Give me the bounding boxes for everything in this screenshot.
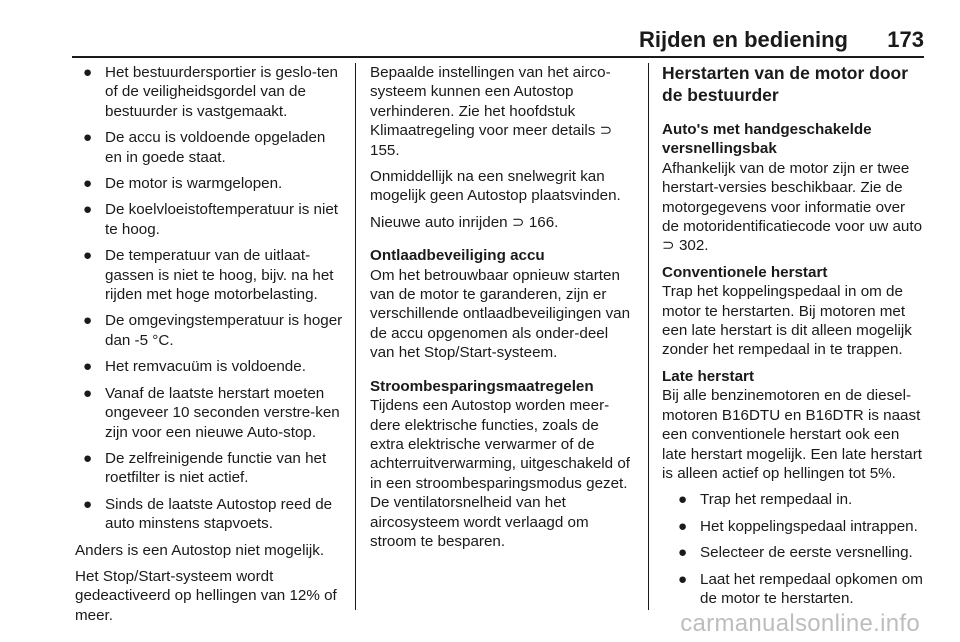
conditions-list bbox=[75, 63, 343, 534]
page-reference-link[interactable]: 166. bbox=[528, 213, 559, 231]
bullet-icon: ● bbox=[83, 449, 93, 467]
subheading: Conventionele herstart bbox=[662, 263, 828, 281]
body-paragraph: Anders is een Autostop niet mogelijk. bbox=[75, 541, 325, 559]
list-item: ● De accu is voldoende opgeladen en in goede staat. bbox=[83, 129, 326, 166]
bullet-icon: ● bbox=[83, 358, 93, 376]
bullet-icon: ● bbox=[83, 312, 93, 330]
column-2 bbox=[370, 63, 636, 558]
list-item: ● De koelvloeistoftemperatuur is niet te hoog. bbox=[83, 201, 338, 238]
reference-arrow-icon: ⊃ bbox=[599, 122, 613, 140]
body-paragraph: Trap het koppelingspedaal in om de motor te herstarten. Bij motoren met een late herstart is dit alleen mogelijk zonder het rempedaal in te trappen. bbox=[662, 283, 912, 359]
column-3 bbox=[662, 63, 926, 615]
section-title: Rijden en bediening bbox=[638, 27, 848, 52]
body-paragraph: Het Stop/Start-systeem wordt gedeactiveerd op hellingen van 12% of meer. bbox=[75, 567, 337, 624]
column-divider bbox=[355, 63, 356, 610]
list-item: ● Het bestuurdersportier is geslo-ten of de veiligheidsgordel van de bestuurder is vastgemaakt. bbox=[83, 64, 338, 120]
bullet-icon: ● bbox=[678, 517, 688, 535]
list-item: ● Trap het rempedaal in. bbox=[678, 491, 853, 509]
list-item: ● Het koppelingspedaal intrappen. bbox=[678, 517, 918, 535]
list-item: ● De motor is warmgelopen. bbox=[83, 175, 283, 193]
subheading: Late herstart bbox=[662, 367, 755, 385]
bullet-icon: ● bbox=[678, 491, 688, 509]
list-item: ● Vanaf de laatste herstart moeten ongeveer 10 seconden verstre-ken zijn voor een nieuwe Auto-stop. bbox=[83, 384, 340, 441]
body-paragraph: Om het betrouwbaar opnieuw starten van de motor te garanderen, zijn er verschillende ontlaadbeveiligingen van de accu opgenomen als onder-deel van het Stop/Start-systeem. bbox=[370, 266, 631, 362]
watermark: carmanualsonline.info bbox=[680, 610, 920, 637]
page-number: 173 bbox=[887, 27, 924, 52]
list-item: ● De omgevingstemperatuur is hoger dan -5 °C. bbox=[83, 312, 343, 349]
bullet-icon: ● bbox=[83, 129, 93, 147]
body-paragraph: Tijdens een Autostop worden meer-dere elektrische functies, zoals de extra elektrische verwarmer of de achterruitverwarming, uitgeschakeld of in een stroombesparingsmodus gezet. De ventilatorsnelheid van het aircosysteem wordt verlaagd om stroom te besparen. bbox=[370, 397, 630, 550]
body-paragraph: Afhankelijk van de motor zijn er twee herstart-versies beschikbaar. Zie de motorgegevens voor informatie over de motoridentificatiecode voor uw auto ⊃ 302. bbox=[662, 159, 923, 255]
body-paragraph: Onmiddellijk na een snelwegrit kan mogelijk geen Autostop plaatsvinden. bbox=[370, 168, 621, 205]
list-item: ● De temperatuur van de uitlaat-gassen is niet te hoog, bijv. na het rijden met hoge motorbelasting. bbox=[83, 247, 334, 304]
bullet-icon: ● bbox=[83, 384, 93, 402]
bullet-icon: ● bbox=[83, 247, 93, 265]
reference-arrow-icon: ⊃ bbox=[511, 213, 525, 231]
reference-arrow-icon: ⊃ bbox=[662, 237, 675, 255]
subheading: Stroombesparingsmaatregelen bbox=[370, 377, 594, 395]
body-paragraph: Bepaalde instellingen van het airco-systeem kunnen een Autostop verhinderen. Zie het hoofdstuk Klimaatregeling voor meer details ⊃ 155. bbox=[370, 64, 613, 159]
steps-list bbox=[670, 490, 926, 608]
column-divider bbox=[648, 63, 649, 610]
list-item: ● De zelfreinigende functie van het roetfilter is niet actief. bbox=[83, 449, 327, 487]
bullet-icon: ● bbox=[83, 201, 93, 219]
bullet-icon: ● bbox=[83, 495, 93, 513]
subheading: Auto's met handgeschakelde versnellingsbak bbox=[662, 121, 872, 158]
page-reference-link[interactable]: 155. bbox=[370, 141, 400, 159]
bullet-icon: ● bbox=[678, 544, 688, 562]
list-item: ● Het remvacuüm is voldoende. bbox=[83, 358, 306, 376]
column-1 bbox=[75, 63, 343, 632]
list-item: ● Sinds de laatste Autostop reed de auto minstens stapvoets. bbox=[83, 495, 333, 533]
bullet-icon: ● bbox=[83, 175, 93, 193]
page-reference-link[interactable]: 302. bbox=[678, 237, 709, 255]
bullet-icon: ● bbox=[678, 570, 688, 588]
list-item: ● Laat het rempedaal opkomen om de motor te herstarten. bbox=[678, 570, 923, 607]
list-item: ● Selecteer de eerste versnelling. bbox=[678, 544, 913, 562]
body-paragraph: Bij alle benzinemotoren en de diesel-motoren B16DTU en B16DTR is naast een conventionele herstart ook een late herstart mogelijk. Een late herstart is alleen actief op hellingen tot 5%. bbox=[662, 387, 922, 482]
subheading: Ontlaadbeveiliging accu bbox=[370, 247, 545, 265]
body-paragraph: Nieuwe auto inrijden ⊃ 166. bbox=[370, 213, 559, 231]
section-heading: Herstarten van de motor door de bestuurder bbox=[662, 63, 909, 105]
bullet-icon: ● bbox=[83, 64, 93, 81]
header-rule bbox=[72, 56, 924, 58]
